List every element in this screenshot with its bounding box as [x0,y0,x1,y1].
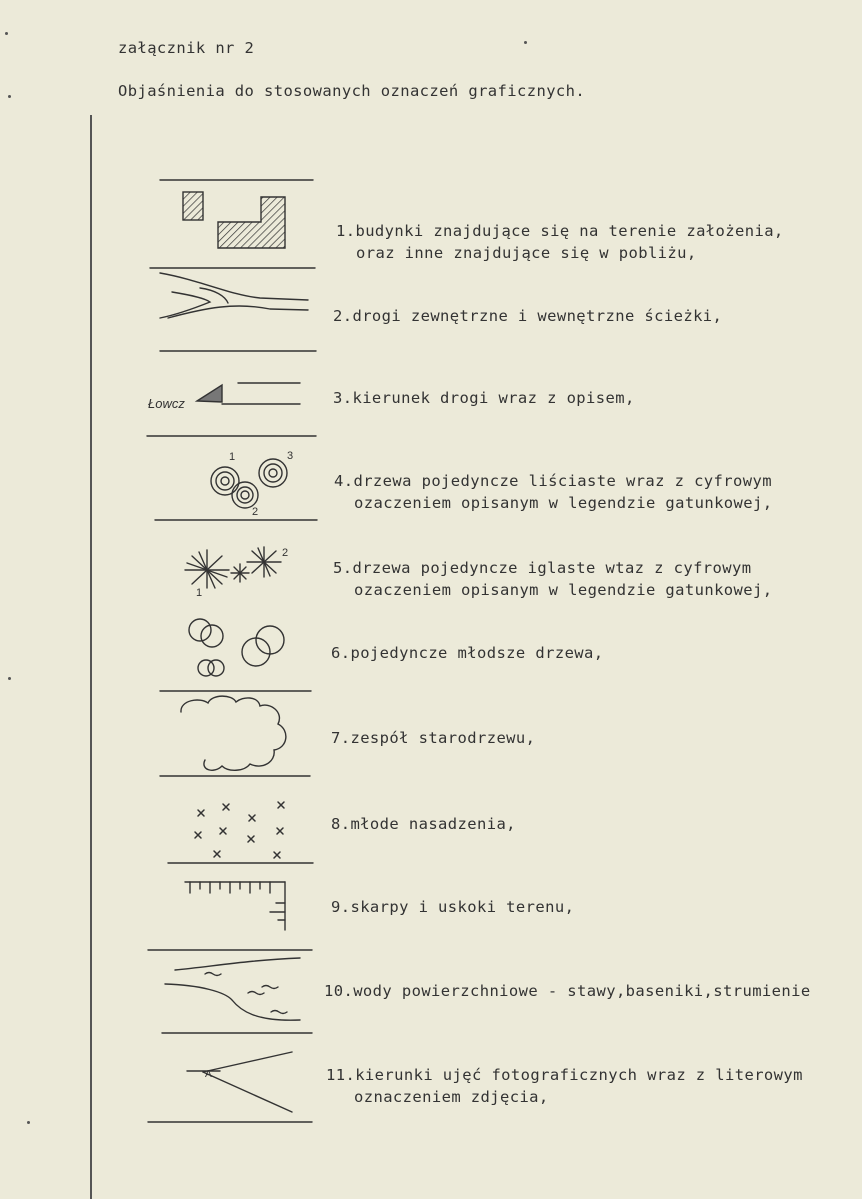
legend-item-5-line2: ozaczeniem opisanym w legendzie gatunkowej, [354,581,773,599]
paper-speck [27,1121,30,1124]
conifer-tree-icon [185,547,281,588]
legend-item-4-line2: ozaczeniem opisanym w legendzie gatunkowej, [354,494,773,512]
legend-item-11-line1: 11.kierunki ujęć fotograficznych wraz z literowym [326,1066,803,1084]
legend-item-11-line2: oznaczeniem zdjęcia, [354,1088,549,1106]
conifer-number-2: 2 [282,547,289,559]
paper-speck [8,677,11,680]
legend-item-8-line1: 8.młode nasadzenia, [331,815,516,833]
legend-item-9-line1: 9.skarpy i uskoki terenu, [331,898,575,916]
paper-speck [5,32,8,35]
legend-item-6-line1: 6.pojedyncze młodsze drzewa, [331,644,604,662]
page-title: Objaśnienia do stosowanych oznaczeń graficznych. [118,82,586,100]
legend-item-7-line1: 7.zespół starodrzewu, [331,729,536,747]
legend-item-2-line1: 2.drogi zewnętrzne i wewnętrzne ścieżki, [333,307,723,325]
annex-label: załącznik nr 2 [118,39,255,57]
paper-speck [524,41,527,44]
young-tree-icon [189,619,284,676]
tree-number-2: 2 [252,506,259,518]
legend-item-5-line1: 5.drzewa pojedyncze iglaste wtaz z cyfrowym [333,559,752,577]
roads-icon [160,273,308,318]
legend-item-1-line2: oraz inne znajdujące się w pobliżu, [356,244,697,262]
photo-direction-icon [187,1052,292,1112]
road-direction-label: Łowcz [148,396,185,411]
building-hatch-icon [183,192,285,248]
legend-item-3-line1: 3.kierunek drogi wraz z opisem, [333,389,635,407]
road-direction-icon [197,383,300,404]
photo-letter-label: A [205,1069,212,1080]
legend-item-1-line1: 1.budynki znajdujące się na terenie założenia, [336,222,784,240]
slope-icon [185,882,285,930]
old-tree-stand-icon [181,696,286,770]
surface-water-icon [165,958,300,1020]
tree-number-1: 1 [229,451,236,463]
young-plantings-icon [195,802,284,858]
paper-speck [8,95,11,98]
legend-item-4-line1: 4.drzewa pojedyncze liściaste wraz z cyfrowym [334,472,772,490]
tree-number-3: 3 [287,450,294,462]
deciduous-tree-icon [211,459,287,508]
legend-item-10-line1: 10.wody powierzchniowe - stawy,baseniki,strumienie [324,982,811,1000]
conifer-number-1: 1 [196,587,203,599]
